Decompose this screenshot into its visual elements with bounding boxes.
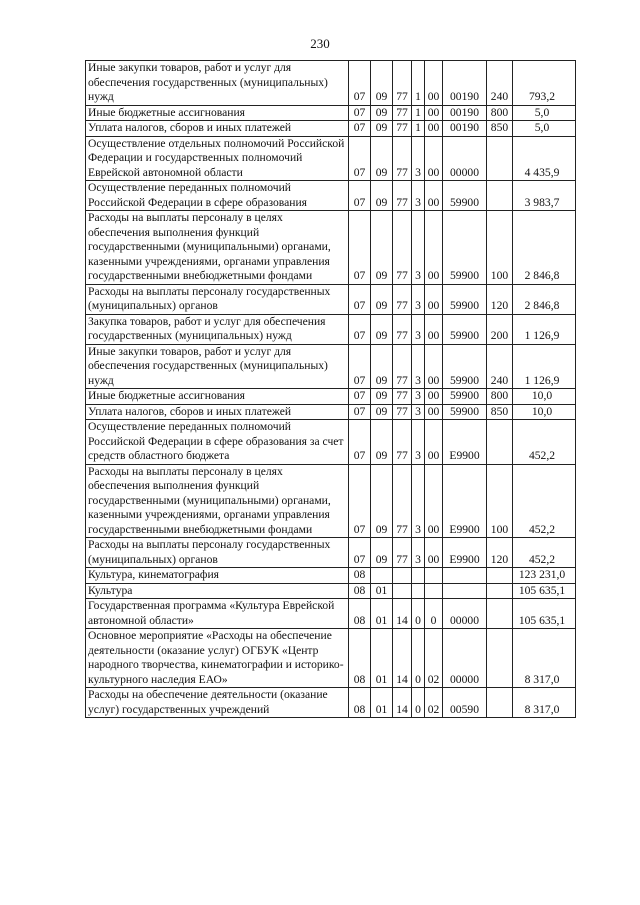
amount: 123 231,0 xyxy=(513,568,576,584)
amount: 105 635,1 xyxy=(513,583,576,599)
direction-code: 00190 xyxy=(443,105,487,121)
direction-code: 59900 xyxy=(443,404,487,420)
table-row xyxy=(86,105,576,121)
row-name: Уплата налогов, сборов и иных платежей xyxy=(86,121,349,137)
program-code xyxy=(393,583,412,599)
expense-type-code: 100 xyxy=(487,211,513,285)
event-code xyxy=(425,568,443,584)
subsection-code: 09 xyxy=(371,420,393,465)
program-code: 77 xyxy=(393,121,412,137)
table-row xyxy=(86,121,576,137)
expense-type-code: 800 xyxy=(487,389,513,405)
section-code: 08 xyxy=(349,599,371,629)
program-code: 77 xyxy=(393,464,412,538)
direction-code: 59900 xyxy=(443,314,487,344)
section-code: 08 xyxy=(349,583,371,599)
event-code: 02 xyxy=(425,629,443,688)
program-code: 77 xyxy=(393,420,412,465)
subprogram-code: 0 xyxy=(412,688,425,718)
section-code: 08 xyxy=(349,629,371,688)
subprogram-code: 3 xyxy=(412,136,425,181)
event-code: 00 xyxy=(425,538,443,568)
program-code: 77 xyxy=(393,389,412,405)
subprogram-code: 0 xyxy=(412,629,425,688)
row-name: Расходы на обеспечение деятельности (оказание услуг) государственных учреждений xyxy=(86,688,349,718)
subsection-code: 09 xyxy=(371,538,393,568)
row-name: Осуществление переданных полномочий Российской Федерации в сфере образования xyxy=(86,181,349,211)
table-row xyxy=(86,211,576,285)
table-row xyxy=(86,181,576,211)
event-code xyxy=(425,583,443,599)
subsection-code: 09 xyxy=(371,121,393,137)
direction-code: 00000 xyxy=(443,629,487,688)
amount: 2 846,8 xyxy=(513,211,576,285)
direction-code: 59900 xyxy=(443,211,487,285)
expense-type-code xyxy=(487,583,513,599)
expense-type-code xyxy=(487,599,513,629)
section-code: 07 xyxy=(349,121,371,137)
amount: 4 435,9 xyxy=(513,136,576,181)
subprogram-code: 1 xyxy=(412,61,425,106)
event-code: 00 xyxy=(425,404,443,420)
expense-type-code xyxy=(487,181,513,211)
table-row xyxy=(86,583,576,599)
table-row xyxy=(86,538,576,568)
expense-type-code xyxy=(487,629,513,688)
table-row xyxy=(86,568,576,584)
row-name: Основное мероприятие «Расходы на обеспечение деятельности (оказание услуг) ОГБУК «Центр народного творчества, кинематографии и историко-культурного наследия ЕАО» xyxy=(86,629,349,688)
subsection-code: 09 xyxy=(371,181,393,211)
direction-code: E9900 xyxy=(443,464,487,538)
subprogram-code: 3 xyxy=(412,389,425,405)
section-code: 07 xyxy=(349,420,371,465)
table-row xyxy=(86,688,576,718)
expense-type-code: 800 xyxy=(487,105,513,121)
direction-code xyxy=(443,568,487,584)
row-name: Расходы на выплаты персоналу в целях обеспечения выполнения функций государственными (муниципальными) органами, казенными учреждениями, органами управления государственными внебюджетными фондами xyxy=(86,211,349,285)
table-row xyxy=(86,629,576,688)
program-code: 77 xyxy=(393,538,412,568)
amount: 2 846,8 xyxy=(513,284,576,314)
row-name: Расходы на выплаты персоналу государственных (муниципальных) органов xyxy=(86,284,349,314)
expense-type-code: 120 xyxy=(487,284,513,314)
event-code: 00 xyxy=(425,284,443,314)
expense-type-code xyxy=(487,136,513,181)
row-name: Расходы на выплаты персоналу в целях обеспечения выполнения функций государственными (муниципальными) органами, казенными учреждениями, органами управления государственными внебюджетными фондами xyxy=(86,464,349,538)
subprogram-code: 3 xyxy=(412,404,425,420)
section-code: 08 xyxy=(349,568,371,584)
section-code: 07 xyxy=(349,389,371,405)
section-code: 08 xyxy=(349,688,371,718)
row-name: Иные закупки товаров, работ и услуг для обеспечения государственных (муниципальных) нужд xyxy=(86,344,349,389)
subprogram-code: 3 xyxy=(412,344,425,389)
section-code: 07 xyxy=(349,284,371,314)
subsection-code: 09 xyxy=(371,314,393,344)
program-code: 14 xyxy=(393,629,412,688)
amount: 452,2 xyxy=(513,538,576,568)
table-row xyxy=(86,464,576,538)
program-code: 77 xyxy=(393,211,412,285)
program-code: 77 xyxy=(393,136,412,181)
program-code: 77 xyxy=(393,284,412,314)
subsection-code: 09 xyxy=(371,389,393,405)
amount: 8 317,0 xyxy=(513,629,576,688)
program-code: 14 xyxy=(393,599,412,629)
program-code: 77 xyxy=(393,404,412,420)
amount: 8 317,0 xyxy=(513,688,576,718)
amount: 452,2 xyxy=(513,464,576,538)
amount: 10,0 xyxy=(513,404,576,420)
table-row xyxy=(86,599,576,629)
table-row xyxy=(86,61,576,106)
subsection-code: 09 xyxy=(371,61,393,106)
direction-code: 00190 xyxy=(443,121,487,137)
amount: 105 635,1 xyxy=(513,599,576,629)
amount: 10,0 xyxy=(513,389,576,405)
page-number: 230 xyxy=(310,36,330,51)
row-name: Расходы на выплаты персоналу государственных (муниципальных) органов xyxy=(86,538,349,568)
table-row xyxy=(86,420,576,465)
expense-type-code: 100 xyxy=(487,464,513,538)
direction-code: 00000 xyxy=(443,599,487,629)
direction-code: 00190 xyxy=(443,61,487,106)
subprogram-code: 1 xyxy=(412,121,425,137)
subprogram-code: 0 xyxy=(412,599,425,629)
direction-code: 00590 xyxy=(443,688,487,718)
row-name: Иные бюджетные ассигнования xyxy=(86,105,349,121)
program-code: 77 xyxy=(393,344,412,389)
section-code: 07 xyxy=(349,105,371,121)
amount: 1 126,9 xyxy=(513,314,576,344)
event-code: 00 xyxy=(425,181,443,211)
subsection-code: 09 xyxy=(371,105,393,121)
program-code: 77 xyxy=(393,61,412,106)
event-code: 00 xyxy=(425,211,443,285)
subprogram-code xyxy=(412,568,425,584)
row-name: Культура, кинематография xyxy=(86,568,349,584)
subsection-code: 01 xyxy=(371,599,393,629)
section-code: 07 xyxy=(349,211,371,285)
row-name: Осуществление переданных полномочий Российской Федерации в сфере образования за счет средств областного бюджета xyxy=(86,420,349,465)
direction-code: 59900 xyxy=(443,284,487,314)
event-code: 00 xyxy=(425,464,443,538)
expense-type-code xyxy=(487,568,513,584)
event-code: 00 xyxy=(425,136,443,181)
subprogram-code: 3 xyxy=(412,284,425,314)
subprogram-code: 3 xyxy=(412,314,425,344)
amount: 793,2 xyxy=(513,61,576,106)
direction-code: E9900 xyxy=(443,420,487,465)
section-code: 07 xyxy=(349,344,371,389)
subsection-code: 09 xyxy=(371,464,393,538)
section-code: 07 xyxy=(349,61,371,106)
table-row xyxy=(86,389,576,405)
section-code: 07 xyxy=(349,136,371,181)
subprogram-code: 3 xyxy=(412,538,425,568)
expense-type-code: 850 xyxy=(487,404,513,420)
event-code: 0 xyxy=(425,599,443,629)
section-code: 07 xyxy=(349,181,371,211)
amount: 1 126,9 xyxy=(513,344,576,389)
subsection-code: 09 xyxy=(371,404,393,420)
expense-type-code: 240 xyxy=(487,61,513,106)
expense-type-code: 120 xyxy=(487,538,513,568)
event-code: 00 xyxy=(425,344,443,389)
event-code: 00 xyxy=(425,420,443,465)
subsection-code: 01 xyxy=(371,583,393,599)
section-code: 07 xyxy=(349,404,371,420)
program-code: 77 xyxy=(393,181,412,211)
subsection-code: 09 xyxy=(371,136,393,181)
subsection-code: 09 xyxy=(371,211,393,285)
program-code: 14 xyxy=(393,688,412,718)
expense-type-code xyxy=(487,420,513,465)
subprogram-code: 1 xyxy=(412,105,425,121)
direction-code xyxy=(443,583,487,599)
section-code: 07 xyxy=(349,464,371,538)
amount: 3 983,7 xyxy=(513,181,576,211)
row-name: Государственная программа «Культура Еврейской автономной области» xyxy=(86,599,349,629)
direction-code: 00000 xyxy=(443,136,487,181)
amount: 452,2 xyxy=(513,420,576,465)
expense-type-code: 200 xyxy=(487,314,513,344)
event-code: 00 xyxy=(425,61,443,106)
budget-table xyxy=(85,60,576,718)
row-name: Иные закупки товаров, работ и услуг для обеспечения государственных (муниципальных) нужд xyxy=(86,61,349,106)
event-code: 02 xyxy=(425,688,443,718)
row-name: Культура xyxy=(86,583,349,599)
program-code: 77 xyxy=(393,105,412,121)
expense-type-code: 240 xyxy=(487,344,513,389)
table-row xyxy=(86,314,576,344)
event-code: 00 xyxy=(425,105,443,121)
subprogram-code: 3 xyxy=(412,181,425,211)
program-code xyxy=(393,568,412,584)
amount: 5,0 xyxy=(513,121,576,137)
row-name: Уплата налогов, сборов и иных платежей xyxy=(86,404,349,420)
subprogram-code: 3 xyxy=(412,464,425,538)
row-name: Закупка товаров, работ и услуг для обеспечения государственных (муниципальных) нужд xyxy=(86,314,349,344)
expense-type-code xyxy=(487,688,513,718)
direction-code: 59900 xyxy=(443,344,487,389)
subprogram-code xyxy=(412,583,425,599)
event-code: 00 xyxy=(425,121,443,137)
subsection-code xyxy=(371,568,393,584)
row-name: Иные бюджетные ассигнования xyxy=(86,389,349,405)
subsection-code: 01 xyxy=(371,688,393,718)
table-row xyxy=(86,344,576,389)
amount: 5,0 xyxy=(513,105,576,121)
subsection-code: 09 xyxy=(371,344,393,389)
direction-code: 59900 xyxy=(443,389,487,405)
event-code: 00 xyxy=(425,389,443,405)
event-code: 00 xyxy=(425,314,443,344)
program-code: 77 xyxy=(393,314,412,344)
table-row xyxy=(86,404,576,420)
subprogram-code: 3 xyxy=(412,211,425,285)
subsection-code: 09 xyxy=(371,284,393,314)
expense-type-code: 850 xyxy=(487,121,513,137)
subsection-code: 01 xyxy=(371,629,393,688)
direction-code: 59900 xyxy=(443,181,487,211)
table-row xyxy=(86,136,576,181)
row-name: Осуществление отдельных полномочий Российской Федерации и государственных полномочий Еврейской автономной области xyxy=(86,136,349,181)
section-code: 07 xyxy=(349,538,371,568)
table-row xyxy=(86,284,576,314)
subprogram-code: 3 xyxy=(412,420,425,465)
section-code: 07 xyxy=(349,314,371,344)
direction-code: E9900 xyxy=(443,538,487,568)
